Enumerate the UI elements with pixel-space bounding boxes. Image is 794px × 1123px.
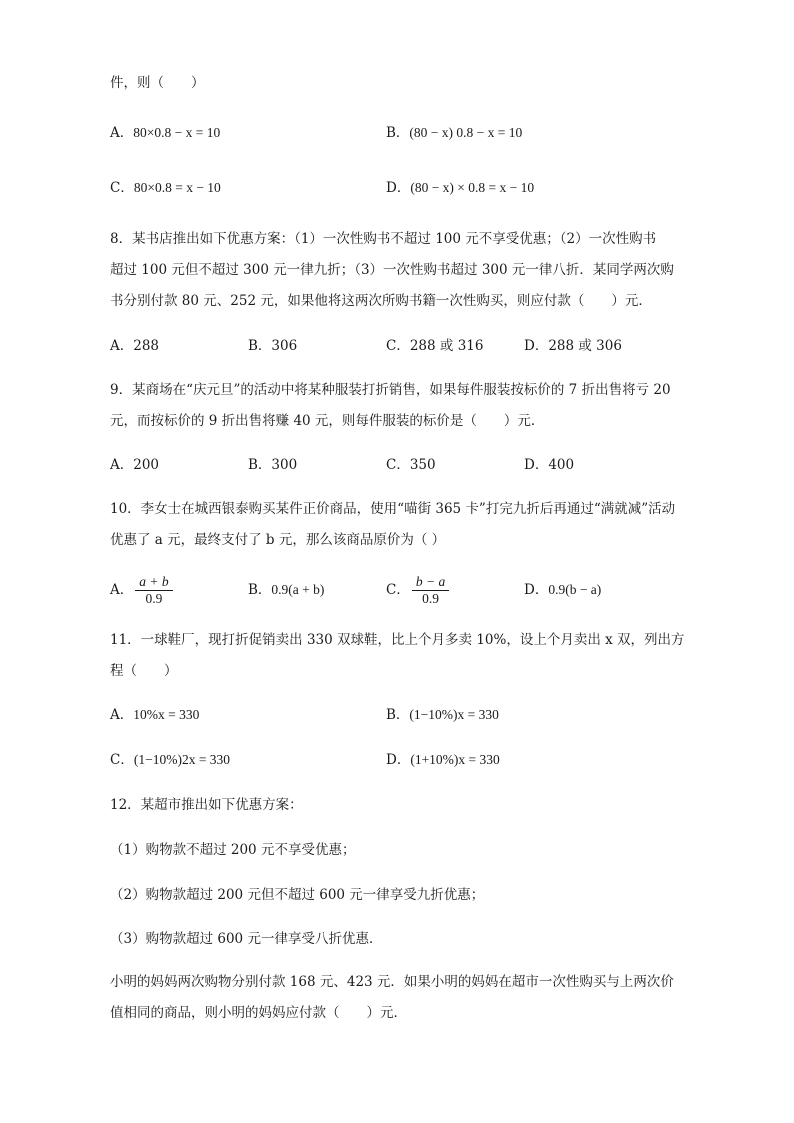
- option-text: 288 或 306: [548, 338, 622, 354]
- option-expr: 10%x = 330: [133, 707, 200, 722]
- option-label: D．: [386, 180, 411, 196]
- option-expr: (1+10%)x = 330: [410, 752, 500, 767]
- option-label: B．: [386, 125, 410, 141]
- option-label: D．: [524, 582, 549, 598]
- option-expr: 80×0.8 = x − 10: [133, 180, 221, 195]
- option-label: D．: [524, 338, 549, 354]
- q8-stem-line-1: 8．某书店推出如下优惠方案：（1）一次性购书不超过 100 元不享受优惠；（2）一次性购书: [110, 231, 657, 247]
- q8-option-b[interactable]: [248, 336, 297, 356]
- q7-stem-end: 件，则（ ）: [110, 75, 205, 91]
- q11-stem-line-2: 程（ ）: [110, 663, 178, 679]
- option-text: 288: [133, 338, 160, 354]
- q10-option-b[interactable]: [248, 572, 324, 608]
- option-label: C．: [110, 752, 134, 768]
- option-text: 0.9(b − a): [548, 582, 602, 597]
- q10-stem-line-2: 优惠了 a 元，最终支付了 b 元，那么该商品原价为（ ）: [110, 532, 446, 548]
- q8-stem-line-2: 超过 100 元但不超过 300 元一律九折；（3）一次性购书超过 300 元一律八折．某同学两次购: [110, 262, 674, 278]
- q11-option-b[interactable]: [386, 705, 499, 725]
- option-label: A．: [110, 457, 134, 473]
- q11-option-c[interactable]: [110, 750, 230, 770]
- q12-stem-line-2: 值相同的商品，则小明的妈妈应付款（ ）元．: [110, 1005, 407, 1021]
- fraction: [135, 574, 172, 607]
- option-label: C．: [386, 582, 410, 598]
- q9-option-a[interactable]: [110, 455, 159, 475]
- option-text: 300: [271, 457, 298, 473]
- option-text: 0.9(a + b): [271, 582, 325, 597]
- fraction-denominator: 0.9: [145, 591, 163, 606]
- option-expr: (80 − x) × 0.8 = x − 10: [410, 180, 535, 195]
- q9-option-c[interactable]: [386, 455, 436, 475]
- option-label: D．: [524, 457, 549, 473]
- fraction-numerator: b − a: [412, 574, 449, 591]
- option-label: C．: [110, 180, 134, 196]
- option-label: B．: [248, 457, 272, 473]
- option-text: 350: [409, 457, 436, 473]
- fraction-numerator: a + b: [135, 574, 172, 591]
- q8-option-d[interactable]: [524, 336, 622, 356]
- q12-rule-1: （1）购物款不超过 200 元不享受优惠；: [110, 842, 356, 858]
- option-label: A．: [110, 338, 134, 354]
- option-label: B．: [248, 582, 272, 598]
- q10-stem-line-1: 10．李女士在城西银泰购买某件正价商品，使用“喵街 365 卡”打完九折后再通过“满就减”活动: [110, 501, 676, 517]
- q7-option-b[interactable]: [386, 123, 522, 143]
- option-text: 306: [271, 338, 298, 354]
- q12-intro: 12．某超市推出如下优惠方案：: [110, 797, 303, 813]
- q11-option-d[interactable]: [386, 750, 500, 770]
- option-expr: 80×0.8 − x = 10: [133, 125, 221, 140]
- q10-option-c[interactable]: [386, 572, 449, 608]
- option-label: B．: [248, 338, 272, 354]
- q11-option-a[interactable]: [110, 705, 199, 725]
- q12-stem-line-1: 小明的妈妈两次购物分别付款 168 元、423 元．如果小明的妈妈在超市一次性购买与上两次价: [110, 974, 674, 990]
- q12-rule-3: （3）购物款超过 600 元一律享受八折优惠．: [110, 931, 383, 947]
- option-label: C．: [386, 457, 410, 473]
- option-text: 288 或 316: [409, 338, 484, 354]
- q10-option-a[interactable]: [110, 572, 173, 608]
- q10-option-d[interactable]: [524, 572, 601, 608]
- q7-option-d[interactable]: [386, 178, 534, 198]
- fraction-denominator: 0.9: [422, 591, 439, 606]
- option-expr: (1−10%)2x = 330: [133, 752, 231, 767]
- q7-option-a[interactable]: [110, 123, 220, 143]
- q9-stem-line-2: 元，而按标价的 9 折出售将赚 40 元，则每件服装的标价是（ ）元．: [110, 413, 545, 429]
- q8-option-a[interactable]: [110, 336, 159, 356]
- option-label: A．: [110, 707, 134, 723]
- option-expr: (80 − x) 0.8 − x = 10: [409, 125, 523, 140]
- q11-stem-line-1: 11．一球鞋厂，现打折促销卖出 330 双球鞋，比上个月多卖 10%，设上个月卖出 x 双，列出方: [110, 632, 685, 648]
- q8-stem-line-3: 书分别付款 80 元、252 元，如果他将这两次所购书籍一次性购买，则应付款（ ）元．: [110, 293, 652, 309]
- q9-option-d[interactable]: [524, 455, 574, 475]
- option-label: C．: [386, 338, 410, 354]
- option-expr: (1−10%)x = 330: [409, 707, 499, 722]
- option-text: 200: [133, 457, 160, 473]
- q9-option-b[interactable]: [248, 455, 297, 475]
- option-label: A．: [110, 125, 134, 141]
- q8-option-c[interactable]: [386, 336, 483, 356]
- option-text: 400: [548, 457, 575, 473]
- q9-stem-line-1: 9．某商场在“庆元旦”的活动中将某种服装打折销售，如果每件服装按标价的 7 折出售将亏 20: [110, 382, 671, 398]
- option-label: B．: [386, 707, 410, 723]
- option-label: A．: [110, 582, 134, 598]
- q12-rule-2: （2）购物款超过 200 元但不超过 600 元一律享受九折优惠；: [110, 887, 485, 903]
- option-label: D．: [386, 752, 411, 768]
- fraction: [412, 574, 449, 607]
- q7-option-c[interactable]: [110, 178, 221, 198]
